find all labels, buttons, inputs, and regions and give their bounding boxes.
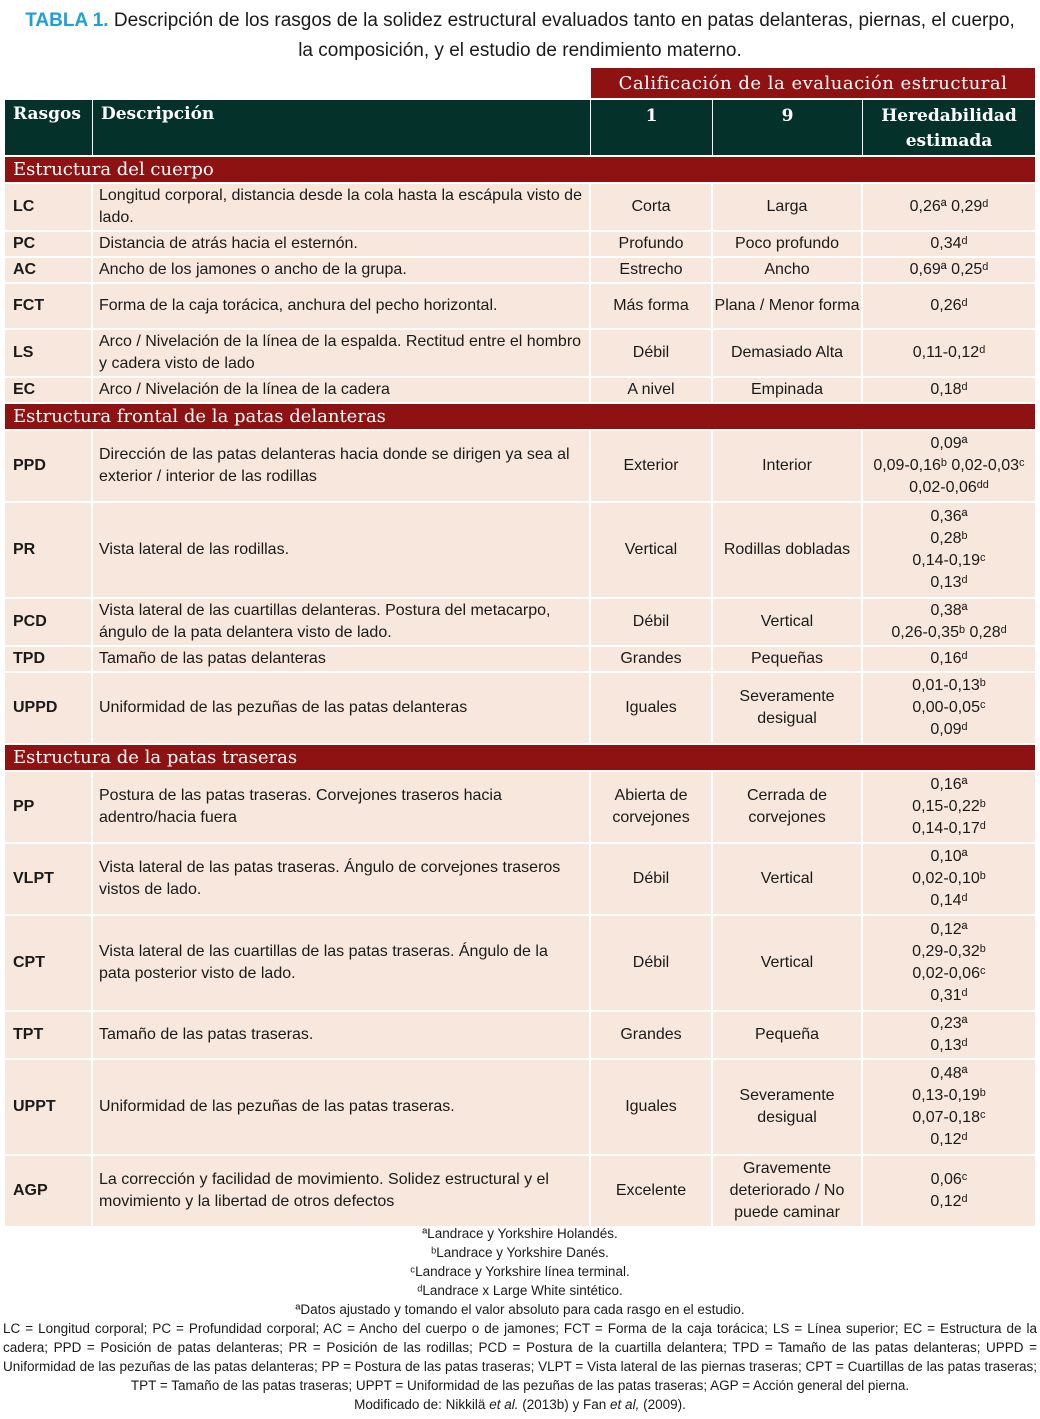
heritability-value: 0,31ᵈ xyxy=(930,987,968,1004)
trait-code: PC xyxy=(5,230,93,256)
score-1-value: Iguales xyxy=(591,671,713,743)
heritability-value: 0,02-0,06ᵈᵈ xyxy=(909,479,989,496)
heritability-value: 0,02-0,10ᵇ xyxy=(912,870,986,887)
score-1-value: Abierta de corvejones xyxy=(591,770,713,842)
heritability-cell xyxy=(863,429,1035,501)
trait-description: Dirección de las patas delanteras hacia donde se dirigen ya sea al exterior / interior de las rodillas xyxy=(93,429,591,501)
score-9-value: Interior xyxy=(713,429,863,501)
heritability-value: 0,14-0,19ᶜ xyxy=(912,552,986,569)
heritability-value: 0,12ª xyxy=(930,921,968,938)
score-9-value: Demasiado Alta xyxy=(713,328,863,376)
score-1-value: Iguales xyxy=(591,1058,713,1154)
footnote: ᶜLandrace y Yorkshire línea terminal. xyxy=(410,1264,630,1279)
table-row xyxy=(5,256,1035,282)
score-9-value: Poco profundo xyxy=(713,230,863,256)
score-1-value: Débil xyxy=(591,328,713,376)
section-title: Estructura del cuerpo xyxy=(5,155,1035,182)
heritability-cell xyxy=(863,376,1035,402)
score-1-value: Más forma xyxy=(591,282,713,328)
score-1-value: Débil xyxy=(591,597,713,645)
table-row xyxy=(5,230,1035,256)
trait-code: TPT xyxy=(5,1010,93,1058)
heritability-value: 0,38ª xyxy=(930,602,968,619)
score-9-value: Vertical xyxy=(713,842,863,914)
score-9-value: Pequeñas xyxy=(713,645,863,671)
heritability-value: 0,06ᶜ xyxy=(930,1171,968,1188)
score-9-value: Vertical xyxy=(713,914,863,1010)
trait-description: Arco / Nivelación de la línea de la cadera xyxy=(93,376,591,402)
table-row xyxy=(5,182,1035,230)
heritability-value: 0,26-0,35ᵇ 0,28ᵈ xyxy=(891,624,1007,641)
trait-code: AC xyxy=(5,256,93,282)
table-row xyxy=(5,282,1035,328)
heritability-value: 0,18ᵈ xyxy=(930,381,968,398)
heritability-value: 0,09ᵈ xyxy=(930,721,968,738)
section-row xyxy=(5,155,1035,182)
trait-description: Uniformidad de las pezuñas de las patas traseras. xyxy=(93,1058,591,1154)
heritability-value: 0,13-0,19ᵇ xyxy=(912,1087,986,1104)
score-9-value: Severamente desigual xyxy=(713,671,863,743)
score-9-value: Severamente desigual xyxy=(713,1058,863,1154)
heritability-cell xyxy=(863,914,1035,1010)
score-9-value: Rodillas dobladas xyxy=(713,501,863,597)
heritability-value: 0,28ᵇ xyxy=(930,530,968,547)
heritability-value: 0,11-0,12ᵈ xyxy=(912,344,986,361)
section-row xyxy=(5,402,1035,429)
section-row xyxy=(5,743,1035,770)
eval-header-row xyxy=(5,68,1035,98)
score-1-value: Estrecho xyxy=(591,256,713,282)
trait-description: Vista lateral de las cuartillas de las patas traseras. Ángulo de la pata posterior visto de lado. xyxy=(93,914,591,1010)
table-body xyxy=(5,155,1035,1226)
trait-description: Longitud corporal, distancia desde la cola hasta la escápula visto de lado. xyxy=(93,182,591,230)
col-heredabilidad: Heredabilidad estimada xyxy=(863,98,1035,155)
heritability-cell xyxy=(863,597,1035,645)
trait-code: PR xyxy=(5,501,93,597)
heritability-value: 0,07-0,18ᶜ xyxy=(912,1109,986,1126)
table-caption xyxy=(0,0,1040,66)
heritability-value: 0,12ᵈ xyxy=(930,1131,968,1148)
table-row xyxy=(5,328,1035,376)
heritability-value: 0,26ᵈ xyxy=(930,297,968,314)
footnote: ªLandrace y Yorkshire Holandés. xyxy=(422,1226,618,1241)
heritability-cell xyxy=(863,645,1035,671)
section-title: Estructura frontal de la patas delanteras xyxy=(5,402,1035,429)
caption-text-1: Descripción de los rasgos de la solidez estructural evaluados tanto en patas delanteras, piernas, el cuerpo, xyxy=(113,10,1015,31)
heritability-cell xyxy=(863,1154,1035,1226)
trait-description: Vista lateral de las cuartillas delanteras. Postura del metacarpo, ángulo de la pata delantera visto de lado. xyxy=(93,597,591,645)
heritability-value: 0,48ª xyxy=(930,1065,968,1082)
heritability-value: 0,16ᵈ xyxy=(930,650,968,667)
score-9-value: Ancho xyxy=(713,256,863,282)
score-9-value: Larga xyxy=(713,182,863,230)
trait-description: Forma de la caja torácica, anchura del pecho horizontal. xyxy=(93,282,591,328)
heritability-cell xyxy=(863,501,1035,597)
section-title: Estructura de la patas traseras xyxy=(5,743,1035,770)
footnote: ᵇLandrace y Yorkshire Danés. xyxy=(431,1245,609,1260)
heritability-value: 0,26ª 0,29ᵈ xyxy=(909,198,989,215)
abbreviations: LC = Longitud corporal; PC = Profundidad corporal; AC = Ancho del cuerpo o de jamones; FCT = Forma de la caja torácica; LS = Línea superior; EC = Estructura de la cadera; PPD = Posición de patas delanteras; PR = Posición de las rodillas; PCD = Postura de la cuartilla delantera; TPD = Tamaño de las patas delanteras; UPPD = Uniformidad de las pezuñas de las patas delanteras; PP = Postura de las patas traseras; VLPT = Vista lateral de las piernas traseras; CPT = Cuartillas de las patas traseras; TPT = Tamaño de las patas traseras; UPPT = Uniformidad de las pezuñas de las patas traseras; AGP = Acción general del pierna. xyxy=(3,1321,1037,1393)
heritability-value: 0,13ᵈ xyxy=(930,574,968,591)
heritability-cell xyxy=(863,282,1035,328)
heritability-value: 0,01-0,13ᵇ xyxy=(912,677,986,694)
heritability-cell xyxy=(863,1010,1035,1058)
score-1-value: Débil xyxy=(591,842,713,914)
score-9-value: Gravemente deteriorado / No puede caminar xyxy=(713,1154,863,1226)
score-9-value: Empinada xyxy=(713,376,863,402)
heritability-value: 0,00-0,05ᶜ xyxy=(912,699,986,716)
footnote: ᵈLandrace x Large White sintético. xyxy=(417,1283,623,1298)
table-footer xyxy=(0,1224,1040,1414)
heritability-value: 0,12ᵈ xyxy=(930,1193,968,1210)
table-row xyxy=(5,1010,1035,1058)
trait-code: PPD xyxy=(5,429,93,501)
trait-description: La corrección y facilidad de movimiento. Solidez estructural y el movimiento y la libertad de otros defectos xyxy=(93,1154,591,1226)
trait-description: Ancho de los jamones o ancho de la grupa. xyxy=(93,256,591,282)
table-label: TABLA 1. xyxy=(25,10,109,31)
footnote: ªDatos ajustado y tomando el valor absoluto para cada rasgo en el estudio. xyxy=(295,1302,745,1317)
score-9-value: Vertical xyxy=(713,597,863,645)
table-row xyxy=(5,429,1035,501)
score-1-value: Grandes xyxy=(591,645,713,671)
trait-description: Distancia de atrás hacia el esternón. xyxy=(93,230,591,256)
trait-description: Tamaño de las patas traseras. xyxy=(93,1010,591,1058)
heritability-cell xyxy=(863,256,1035,282)
score-1-value: Débil xyxy=(591,914,713,1010)
heritability-value: 0,29-0,32ᵇ xyxy=(912,943,986,960)
eval-header: Calificación de la evaluación estructural xyxy=(591,68,1035,98)
heritability-value: 0,09-0,16ᵇ 0,02-0,03ᶜ xyxy=(873,457,1025,474)
score-9-value: Cerrada de corvejones xyxy=(713,770,863,842)
table-row xyxy=(5,376,1035,402)
heritability-cell xyxy=(863,182,1035,230)
column-header-row xyxy=(5,98,1035,155)
caption-line-2: la composición, y el estudio de rendimiento materno. xyxy=(298,40,742,61)
caption-line-1 xyxy=(0,6,1040,36)
trait-code: PCD xyxy=(5,597,93,645)
table-row xyxy=(5,914,1035,1010)
col-score-9: 9 xyxy=(713,98,863,155)
table-row xyxy=(5,645,1035,671)
heritability-cell xyxy=(863,671,1035,743)
score-1-value: Exterior xyxy=(591,429,713,501)
score-1-value: Profundo xyxy=(591,230,713,256)
trait-description: Arco / Nivelación de la línea de la espalda. Rectitud entre el hombro y cadera visto de lado xyxy=(93,328,591,376)
trait-description: Vista lateral de las rodillas. xyxy=(93,501,591,597)
score-9-value: Pequeña xyxy=(713,1010,863,1058)
table-row xyxy=(5,597,1035,645)
heritability-cell xyxy=(863,328,1035,376)
heritability-value: 0,34ᵈ xyxy=(930,235,968,252)
col-rasgos: Rasgos xyxy=(5,98,93,155)
score-1-value: A nivel xyxy=(591,376,713,402)
trait-description: Tamaño de las patas delanteras xyxy=(93,645,591,671)
table-row xyxy=(5,1154,1035,1226)
trait-code: LS xyxy=(5,328,93,376)
score-1-value: Grandes xyxy=(591,1010,713,1058)
col-score-1: 1 xyxy=(591,98,713,155)
score-1-value: Vertical xyxy=(591,501,713,597)
traits-table xyxy=(5,68,1035,1226)
heritability-value: 0,36ª xyxy=(930,508,968,525)
heritability-value: 0,15-0,22ᵇ xyxy=(912,798,986,815)
table-row xyxy=(5,671,1035,743)
heritability-cell xyxy=(863,770,1035,842)
source-note: Modificado de: Nikkilä et al. (2013b) y Fan et al, (2009). xyxy=(354,1397,686,1412)
trait-description: Postura de las patas traseras. Corvejones traseros hacia adentro/hacia fuera xyxy=(93,770,591,842)
trait-code: CPT xyxy=(5,914,93,1010)
trait-code: EC xyxy=(5,376,93,402)
trait-code: AGP xyxy=(5,1154,93,1226)
heritability-value: 0,23ª xyxy=(930,1015,968,1032)
trait-code: UPPD xyxy=(5,671,93,743)
trait-code: VLPT xyxy=(5,842,93,914)
table-row xyxy=(5,842,1035,914)
table-row xyxy=(5,1058,1035,1154)
heritability-cell xyxy=(863,842,1035,914)
heritability-value: 0,14-0,17ᵈ xyxy=(912,820,986,837)
footnotes xyxy=(0,1224,1040,1319)
score-1-value: Excelente xyxy=(591,1154,713,1226)
heritability-cell xyxy=(863,1058,1035,1154)
heritability-value: 0,10ª xyxy=(930,848,968,865)
trait-code: UPPT xyxy=(5,1058,93,1154)
heritability-value: 0,16ª xyxy=(930,776,968,793)
heritability-value: 0,13ᵈ xyxy=(930,1037,968,1054)
table-row xyxy=(5,501,1035,597)
trait-code: PP xyxy=(5,770,93,842)
heritability-value: 0,14ᵈ xyxy=(930,892,968,909)
trait-description: Vista lateral de las patas traseras. Ángulo de corvejones traseros vistos de lado. xyxy=(93,842,591,914)
score-1-value: Corta xyxy=(591,182,713,230)
trait-description: Uniformidad de las pezuñas de las patas delanteras xyxy=(93,671,591,743)
trait-code: TPD xyxy=(5,645,93,671)
heritability-value: 0,09ª xyxy=(930,435,968,452)
score-9-value: Plana / Menor forma xyxy=(713,282,863,328)
heritability-value: 0,69ª 0,25ᵈ xyxy=(909,261,989,278)
trait-code: FCT xyxy=(5,282,93,328)
heritability-value: 0,02-0,06ᶜ xyxy=(912,965,986,982)
heritability-cell xyxy=(863,230,1035,256)
col-descripcion: Descripción xyxy=(93,98,591,155)
trait-code: LC xyxy=(5,182,93,230)
table-row xyxy=(5,770,1035,842)
